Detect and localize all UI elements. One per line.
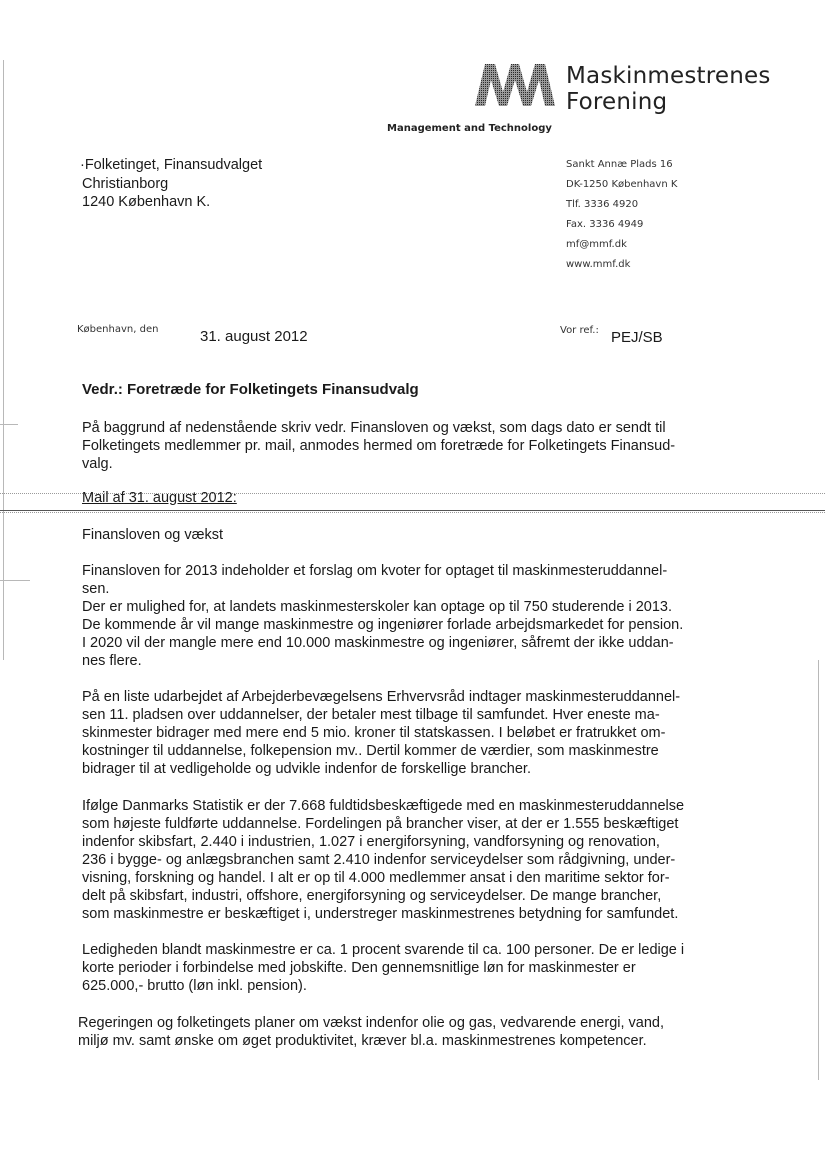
logo-tagline: Management and Technology	[387, 123, 552, 134]
scan-mark-left-2	[0, 580, 30, 581]
paragraph-line: 625.000,- brutto (løn inkl. pension).	[82, 978, 307, 994]
paragraph-line: delt på skibsfart, industri, offshore, energiforsyning og serviceydelser. De mange brancher,	[82, 888, 662, 904]
logo-name-line1: Maskinmestrenes	[566, 63, 771, 89]
mail-heading: Mail af 31. august 2012:	[82, 490, 237, 506]
paragraph-line: Regeringen og folketingets planer om vækst indenfor olie og gas, vedvarende energi, vand,	[78, 1015, 665, 1031]
paragraph-line: sen 11. pladsen over uddannelser, der betaler mest tilbage til samfundet. Hver eneste ma-	[82, 707, 660, 723]
recipient-line1: ·Folketinget, Finansudvalget	[80, 157, 263, 173]
sender-web: www.mmf.dk	[566, 259, 631, 270]
paragraph-line: bidrager til at vedligeholde og udvikle indenfor de forskellige brancher.	[82, 761, 531, 777]
paragraph-line: indenfor skibsfart, 2.440 i industrien, 1.027 i energiforsyning, vandforsyning og renovation,	[82, 834, 660, 850]
intro-line: Folketingets medlemmer pr. mail, anmodes hermed om foretræde for Folketingets Finansud-	[82, 438, 676, 454]
scan-mark-left-1	[0, 424, 18, 425]
paragraph-line: De kommende år vil mange maskinmestre og ingeniører forlade arbejdsmarkedet for pension.	[82, 617, 684, 633]
sender-city: DK-1250 København K	[566, 179, 678, 190]
paragraph-line: På en liste udarbejdet af Arbejderbevægelsens Erhvervsråd indtager maskinmesteruddannel-	[82, 689, 681, 705]
paragraph-line: skinmester bidrager med mere end 5 mio. kroner til statskassen. I beløbet er fratrukket om-	[82, 725, 666, 741]
paragraph-line: Ifølge Danmarks Statistik er der 7.668 fuldtidsbeskæftigede med en maskinmesteruddannelse	[82, 798, 685, 814]
scan-dotted-line-2	[0, 512, 825, 513]
body-paragraph-4	[82, 941, 722, 995]
paragraph-line: kostninger til uddannelse, folkepension mv.. Dertil kommer de værdier, som maskinmestre	[82, 743, 659, 759]
body-paragraph-3	[82, 797, 722, 923]
sender-fax: Fax. 3336 4949	[566, 219, 644, 230]
paragraph-line: nes flere.	[82, 653, 142, 669]
mail-title: Finansloven og vækst	[82, 527, 224, 543]
paragraph-line: miljø mv. samt ønske om øget produktivitet, kræver bl.a. maskinmestrenes kompetencer.	[78, 1033, 647, 1049]
paragraph-line: korte perioder i forbindelse med jobskifte. Den gennemsnitlige løn for maskinmester er	[82, 960, 636, 976]
body-paragraph-2	[82, 688, 722, 778]
logo-name-line2: Forening	[566, 89, 668, 115]
date-value: 31. august 2012	[200, 328, 308, 345]
recipient-line2: Christianborg	[82, 176, 169, 192]
intro-line: valg.	[82, 456, 113, 472]
scan-edge-left	[3, 60, 4, 660]
paragraph-line: 236 i bygge- og anlægsbranchen samt 2.410 indenfor serviceydelser som rådgivning, under-	[82, 852, 676, 868]
intro-paragraph	[82, 419, 722, 473]
paragraph-line: sen.	[82, 581, 110, 597]
date-label: København, den	[77, 324, 159, 335]
reference-value: PEJ/SB	[611, 329, 663, 346]
body-paragraph-5	[78, 1014, 718, 1050]
paragraph-line: I 2020 vil der mangle mere end 10.000 maskinmestre og ingeniører, såfremt der ikke uddan-	[82, 635, 674, 651]
paragraph-line: Ledigheden blandt maskinmestre er ca. 1 procent svarende til ca. 100 personer. De er ledige i	[82, 942, 685, 958]
reference-label: Vor ref.:	[560, 325, 599, 336]
paragraph-line: Der er mulighed for, at landets maskinmesterskoler kan optage op til 750 studerende i 2013.	[82, 599, 673, 615]
mmf-logo-icon	[473, 62, 557, 108]
scan-solid-line	[0, 510, 825, 511]
paragraph-line: Finansloven for 2013 indeholder et forslag om kvoter for optaget til maskinmesteruddannel-	[82, 563, 668, 579]
recipient-line3: 1240 København K.	[82, 194, 211, 210]
sender-street: Sankt Annæ Plads 16	[566, 159, 673, 170]
sender-phone: Tlf. 3336 4920	[566, 199, 639, 210]
sender-email: mf@mmf.dk	[566, 239, 627, 250]
intro-line: På baggrund af nedenstående skriv vedr. Finansloven og vækst, som dags dato er sendt til	[82, 420, 666, 436]
paragraph-line: som højeste fuldførte uddannelse. Fordelingen på brancher viser, at der er 1.555 beskæftiget	[82, 816, 679, 832]
subject-heading: Vedr.: Foretræde for Folketingets Finansudvalg	[82, 381, 419, 398]
paragraph-line: visning, forskning og handel. I alt er op til 4.000 medlemmer ansat i den maritime sektor for-	[82, 870, 670, 886]
scan-edge-right	[818, 660, 819, 1080]
paragraph-line: som maskinmestre er beskæftiget i, understreger maskinmestrenes betydning for samfundet.	[82, 906, 679, 922]
body-paragraph-1	[82, 562, 722, 670]
